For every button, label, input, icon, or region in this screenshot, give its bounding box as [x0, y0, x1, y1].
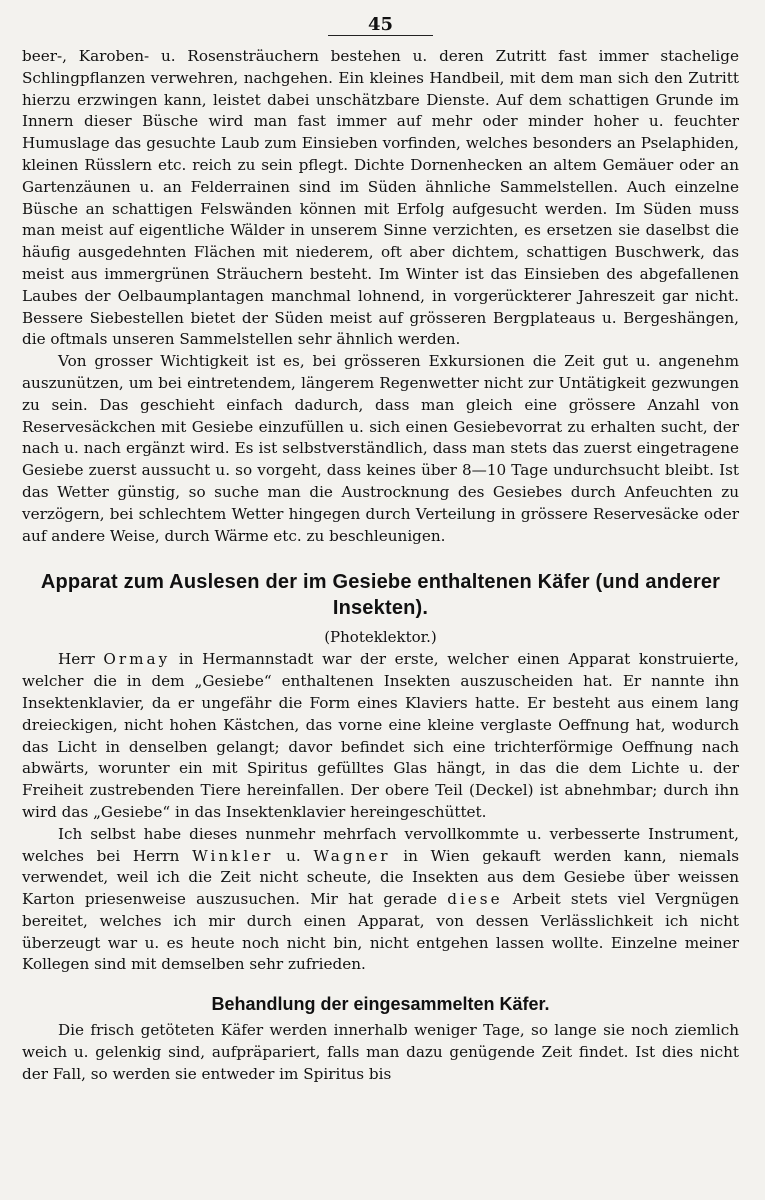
text-run: Herr	[58, 650, 104, 669]
section-heading-photeklektor: Apparat zum Auslesen der im Gesiebe enthaltenen Käfer (und anderer Insekten).	[40, 571, 721, 620]
text-run: u.	[273, 846, 314, 865]
paragraph-own-experience	[22, 824, 739, 977]
paragraph-2: Von grosser Wichtigkeit ist es, bei grösseren Exkursionen die Zeit gut u. angenehm auszunützen, um bei eintretendem, längerem Regenwetter nicht zur Untätigkeit gezwungen zu sein. Das geschieht einfach dadurch, dass man gleich eine grössere Anzahl von Reservesäckchen mit Gesiebe einzufüllen u. sich einen Gesiebevorrat zu erhalten sucht, der nach u. nach ergänzt wird. Es ist selbstverständlich, dass man stets das zuerst eingetragene Gesiebe zuerst aussucht u. so vorgeht, dass keines über 8—10 Tage undurchsucht bleibt. Ist das Wetter günstig, so suche man die Austrocknung des Gesiebes durch Anfeuchten zu verzögern, bei schlechtem Wetter hingegen durch Verteilung in grössere Reservesäcke oder auf andere Weise, durch Wärme etc. zu beschleunigen.	[22, 352, 739, 545]
page-number: 45	[22, 14, 739, 40]
paragraph-behandlung: Die frisch getöteten Käfer werden innerhalb weniger Tage, so lange sie noch ziemlich weich u. gelenkig sind, aufpräpariert, falls man dazu genügende Zeit findet. Ist dies nicht der Fall, so werden sie entweder im Spiritus bis	[22, 1021, 739, 1083]
text-run: Ich selbst habe dieses nunmehr mehrfach vervollkommte u. verbesserte Instrument, welches bei Herrn	[22, 824, 739, 865]
person-name-wagner: Wagner	[313, 846, 391, 865]
text-run: in Wien gekauft werden kann, niemals verwendet, weil ich die Zeit nicht scheute, die Insekten aus dem Gesiebe über weissen Karton priesenweise auszusuchen. Mir hat gerade	[22, 846, 740, 909]
person-name-winkler: Winkler	[192, 846, 274, 865]
section-heading-behandlung: Behandlung der eingesammelten Käfer.	[211, 994, 550, 1015]
section-subtitle: (Photeklektor.)	[324, 628, 437, 647]
paragraph-1: beer-, Karoben- u. Rosensträuchern bestehen u. deren Zutritt fast immer stachelige Schlingpflanzen verwehren, nachgehen. Ein kleines Handbeil, mit dem man sich den Zutritt hierzu erzwingen kann, leistet dabei unschätzbare Dienste. Auf dem schattigen Grunde im Innern dieser Büsche wird man fast immer auf mehr oder minder hoher u. feuchter Humuslage das gesuchte Laub zum Einsieben vorfinden, welches besonders an Pselaphiden, kleinen Rüsslern etc. reich zu sein pflegt. Dichte Dornenhecken an altem Gemäuer oder an Gartenzäunen u. an Felderrainen sind im Süden ähnliche Sammelstellen. Auch einzelne Büsche an schattigen Felswänden können mit Erfolg aufgesucht werden. Im Süden muss man meist auf eigentliche Wälder in unserem Sinne verzichten, es ersetzen sie daselbst die häufig ausgedehnten Flächen mit niederem, oft aber dichtem, schattigen Buschwerk, das meist aus immergrünen Sträuchern besteht. Im Winter ist das Einsieben des abgefallenen Laubes der Oelbaumplantagen manchmal lohnend, in vorgerückterer Jahreszeit gar nicht. Bessere Siebestellen bietet der Süden meist auf grösseren Bergplateaus u. Bergeshängen, die oftmals unseren Sammelstellen sehr ähnlich werden.	[22, 47, 739, 349]
paragraph-ormay	[22, 649, 739, 823]
emphasis-diese: diese	[447, 890, 503, 909]
person-name-ormay: Ormay	[103, 650, 171, 669]
text-run: in Hermannstadt war der erste, welcher einen Apparat konstruierte, welcher die in dem „Gesiebe“ enthaltenen Insekten auszuscheiden hat. Er nannte ihn Insektenklavier, da er ungefähr die Form eines Klaviers hatte. Er besteht aus einem lang dreieckigen, nicht hohen Kästchen, das vorne eine kleine verglaste Oeffnung hat, wodurch das Licht in denselben gelangt; davor befindet sich eine trichterförmige Oeffnung nach abwärts, worunter ein mit Spiritus gefülltes Glas hängt, in das die dem Lichte u. der Freiheit zustrebenden Tiere hereinfallen. Der obere Teil (Deckel) ist abnehmbar; durch ihn wird das „Gesiebe“ in das Insektenklavier hereingeschüttet.	[22, 650, 739, 821]
text-run: Arbeit stets viel Vergnügen bereitet, welches ich mir durch einen Apparat, von dessen Verlässlichkeit ich nicht überzeugt war u. es heute noch nicht bin, nicht entgehen lassen wollte. Einzelne meiner Kollegen sind mit demselben sehr zufrieden.	[22, 890, 739, 974]
